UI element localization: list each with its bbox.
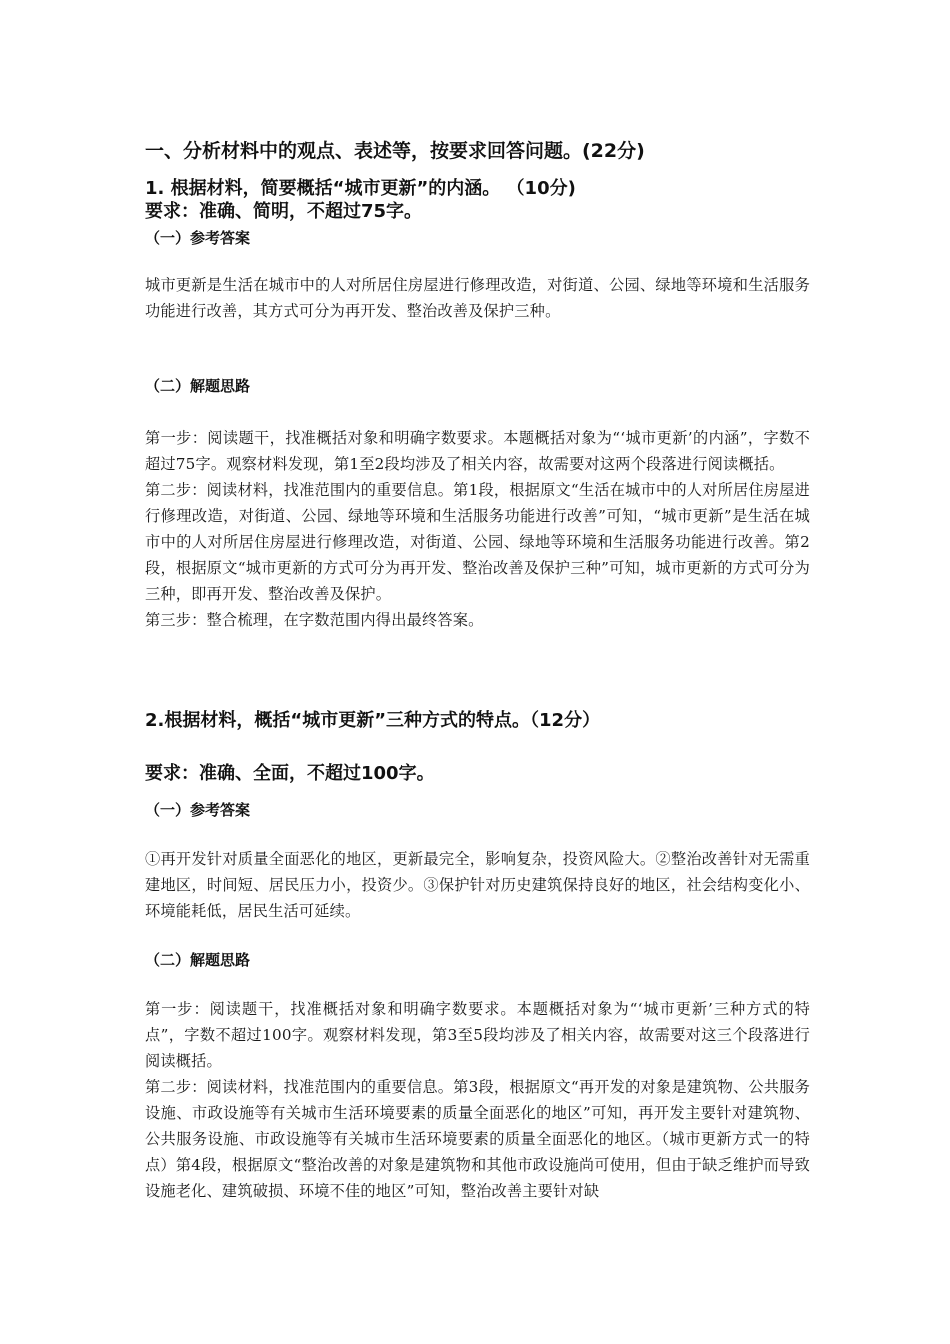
question-1-answer-heading: （一）参考答案 xyxy=(145,229,251,247)
question-2-title: 2.根据材料，概括“城市更新”三种方式的特点。（12分） xyxy=(145,710,601,731)
question-2-approach-heading: （二）解题思路 xyxy=(145,951,251,969)
question-1-requirement: 要求：准确、简明，不超过75字。 xyxy=(145,201,423,222)
question-1-step-2: 第二步：阅读材料，找准范围内的重要信息。第1段，根据原文“生活在城市中的人对所居住房屋进行修理改造，对街道、公园、绿地等环境和生活服务功能进行改善”可知，“城市更新”是生活在城市中的人对所居住房屋进行修理改造，对街道、公园、绿地等环境和生活服务功能进行改善。第2段，根据原文“城市更新的方式可分为再开发、整治改善及保护三种”可知，城市更新的方式可分为三种，即再开发、整治改善及保护。 xyxy=(145,481,810,603)
question-2-answer-heading: （一）参考答案 xyxy=(145,801,251,819)
question-2-step-1: 第一步：阅读题干，找准概括对象和明确字数要求。本题概括对象为“‘城市更新’三种方式的特点”，字数不超过100字。观察材料发现，第3至5段均涉及了相关内容，故需要对这三个段落进行阅读概括。 xyxy=(145,1000,810,1070)
question-2-step-2: 第二步：阅读材料，找准范围内的重要信息。第3段，根据原文“再开发的对象是建筑物、公共服务设施、市政设施等有关城市生活环境要素的质量全面恶化的地区”可知，再开发主要针对建筑物、公共服务设施、市政设施等有关城市生活环境要素的质量全面恶化的地区。（城市更新方式一的特点）第4段，根据原文“整治改善的对象是建筑物和其他市政设施尚可使用，但由于缺乏维护而导致设施老化、建筑破损、环境不佳的地区”可知，整治改善主要针对缺 xyxy=(145,1078,810,1200)
question-1-approach-heading: （二）解题思路 xyxy=(145,377,251,395)
section-title: 一、分析材料中的观点、表述等，按要求回答问题。(22分) xyxy=(145,140,645,162)
question-2-steps xyxy=(145,996,810,1204)
question-1-answer: 城市更新是生活在城市中的人对所居住房屋进行修理改造，对街道、公园、绿地等环境和生活服务功能进行改善，其方式可分为再开发、整治改善及保护三种。 xyxy=(145,276,810,320)
question-2-requirement: 要求：准确、全面，不超过100字。 xyxy=(145,763,435,784)
question-1-title: 1. 根据材料，简要概括“城市更新”的内涵。 （10分) xyxy=(145,178,576,199)
question-1-step-1: 第一步：阅读题干，找准概括对象和明确字数要求。本题概括对象为“‘城市更新’的内涵”，字数不超过75字。观察材料发现，第1至2段均涉及了相关内容，故需要对这两个段落进行阅读概括。 xyxy=(145,429,810,473)
question-2-answer: ①再开发针对质量全面恶化的地区，更新最完全，影响复杂，投资风险大。②整治改善针对无需重建地区，时间短、居民压力小，投资少。③保护针对历史建筑保持良好的地区，社会结构变化小、环境能耗低，居民生活可延续。 xyxy=(145,850,810,920)
question-1-steps xyxy=(145,425,810,633)
question-1-step-3: 第三步：整合梳理，在字数范围内得出最终答案。 xyxy=(145,611,484,629)
